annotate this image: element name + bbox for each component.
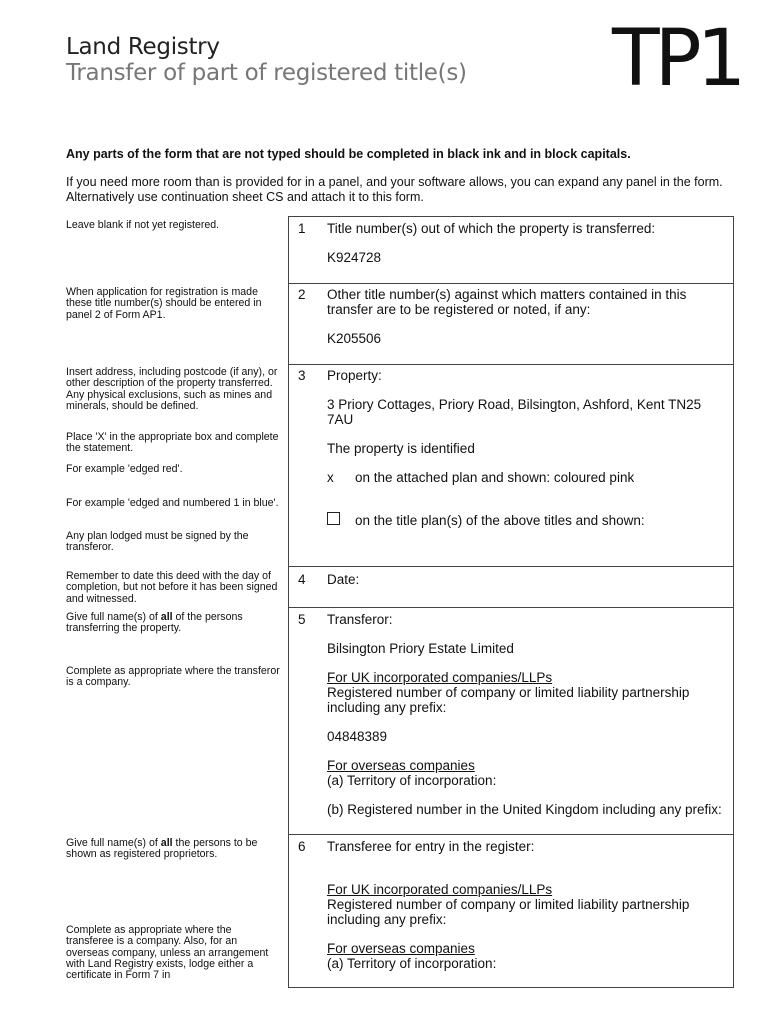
transferor-territory-label: (a) Territory of incorporation: [327, 773, 497, 788]
transferor-uk-registered-number-label: (b) Registered number in the United Kingdom including any prefix: [327, 802, 722, 817]
divider-panel-5 [288, 607, 734, 608]
panel-1-number: 1 [298, 221, 306, 236]
form-title: Transfer of part of registered title(s) [66, 60, 467, 86]
side-note-panel-3-address: Insert address, including postcode (if any), or other description of the property transferred. Any physical exclusions, such as mines and minerals, should be defined. [66, 366, 278, 412]
date-label: Date: [327, 572, 360, 587]
side-note-transferor-company: Complete as appropriate where the transferor is a company. [66, 665, 280, 689]
property-address-field[interactable]: 3 Priory Cottages, Priory Road, Bilsington, Ashford, Kent TN25 7AU [327, 397, 702, 427]
side-note-panel-1: Leave blank if not yet registered. [66, 219, 220, 231]
side-note-panel-3-place-x: Place 'X' in the appropriate box and complete the statement. [66, 431, 279, 455]
attached-plan-checkbox-mark[interactable]: x [327, 470, 334, 485]
side-note-panel-4: Remember to date this deed with the day of completion, but not before it has been signed and witnessed. [66, 570, 278, 605]
title-number-field[interactable]: K924728 [327, 250, 382, 265]
form-code: TP1 [612, 14, 742, 104]
continuation-notice: If you need more room than is provided for in a panel, and your software allows, you can expand any panel in the form. Alternatively use continuation sheet CS and attach it to this form. [66, 175, 723, 204]
transferor-uk-heading: For UK incorporated companies/LLPs [327, 670, 553, 685]
side-note-edged-red: For example 'edged red'. [66, 463, 183, 475]
divider-panel-6 [288, 834, 734, 835]
panel-4-number: 4 [298, 572, 306, 587]
panel-6-label: Transferee for entry in the register: [327, 839, 535, 854]
side-note-panel-5-text-end: of the persons transferring the property. [66, 611, 243, 635]
side-note-panel-6 [66, 838, 282, 861]
side-note-panel-5-emphasis: all [160, 611, 173, 623]
transferee-overseas-heading: For overseas companies [327, 941, 475, 956]
side-note-panel-5 [66, 612, 282, 635]
property-identified-text: The property is identified [327, 441, 475, 456]
panel-1-label: Title number(s) out of which the property is transferred: [327, 221, 656, 236]
side-note-panel-6-text-end: the persons to be shown as registered proprietors. [66, 837, 258, 861]
panel-2-label: Other title number(s) against which matters contained in this transfer are to be registered or noted, if any: [327, 287, 687, 317]
side-note-edged-numbered: For example 'edged and numbered 1 in blue'. [66, 497, 279, 509]
panel-3-number: 3 [298, 368, 306, 383]
side-note-plan-signed: Any plan lodged must be signed by the transferor. [66, 530, 249, 554]
side-note-panel-6-text: Give full name(s) of [66, 837, 161, 849]
panel-2-number: 2 [298, 287, 306, 302]
organisation-name: Land Registry [66, 34, 220, 60]
side-note-transferee-company: Complete as appropriate where the transferee is a company. Also, for an overseas company, unless an arrangement with Land Registry exists, lodge either a certificate in Form 7 in [66, 924, 269, 982]
panel-5-number: 5 [298, 612, 306, 627]
panel-5-label: Transferor: [327, 612, 393, 627]
title-plan-checkbox[interactable] [327, 512, 340, 525]
side-note-panel-5-text: Give full name(s) of [66, 611, 161, 623]
attached-plan-option[interactable]: on the attached plan and shown: coloured pink [355, 470, 635, 485]
transferee-uk-text: Registered number of company or limited liability partnership including any prefix: [327, 897, 690, 927]
transferor-uk-text: Registered number of company or limited liability partnership including any prefix: [327, 685, 690, 715]
transferor-name-field[interactable]: Bilsington Priory Estate Limited [327, 641, 514, 656]
side-note-panel-6-emphasis: all [160, 837, 173, 849]
other-title-number-field[interactable]: K205506 [327, 331, 382, 346]
title-plan-option[interactable]: on the title plan(s) of the above titles and shown: [355, 513, 645, 528]
transferor-company-number-field[interactable]: 04848389 [327, 729, 388, 744]
panel-6-number: 6 [298, 839, 306, 854]
block-capitals-notice: Any parts of the form that are not typed should be completed in black ink and in block capitals. [66, 147, 631, 161]
divider-panel-3 [288, 364, 734, 365]
side-note-panel-2: When application for registration is made these title number(s) should be entered in panel 2 of Form AP1. [66, 286, 262, 321]
transferee-territory-label: (a) Territory of incorporation: [327, 956, 497, 971]
divider-panel-2 [288, 283, 734, 284]
transferee-uk-heading: For UK incorporated companies/LLPs [327, 882, 553, 897]
panel-3-label: Property: [327, 368, 382, 383]
transferor-overseas-heading: For overseas companies [327, 758, 475, 773]
divider-panel-4 [288, 566, 734, 567]
